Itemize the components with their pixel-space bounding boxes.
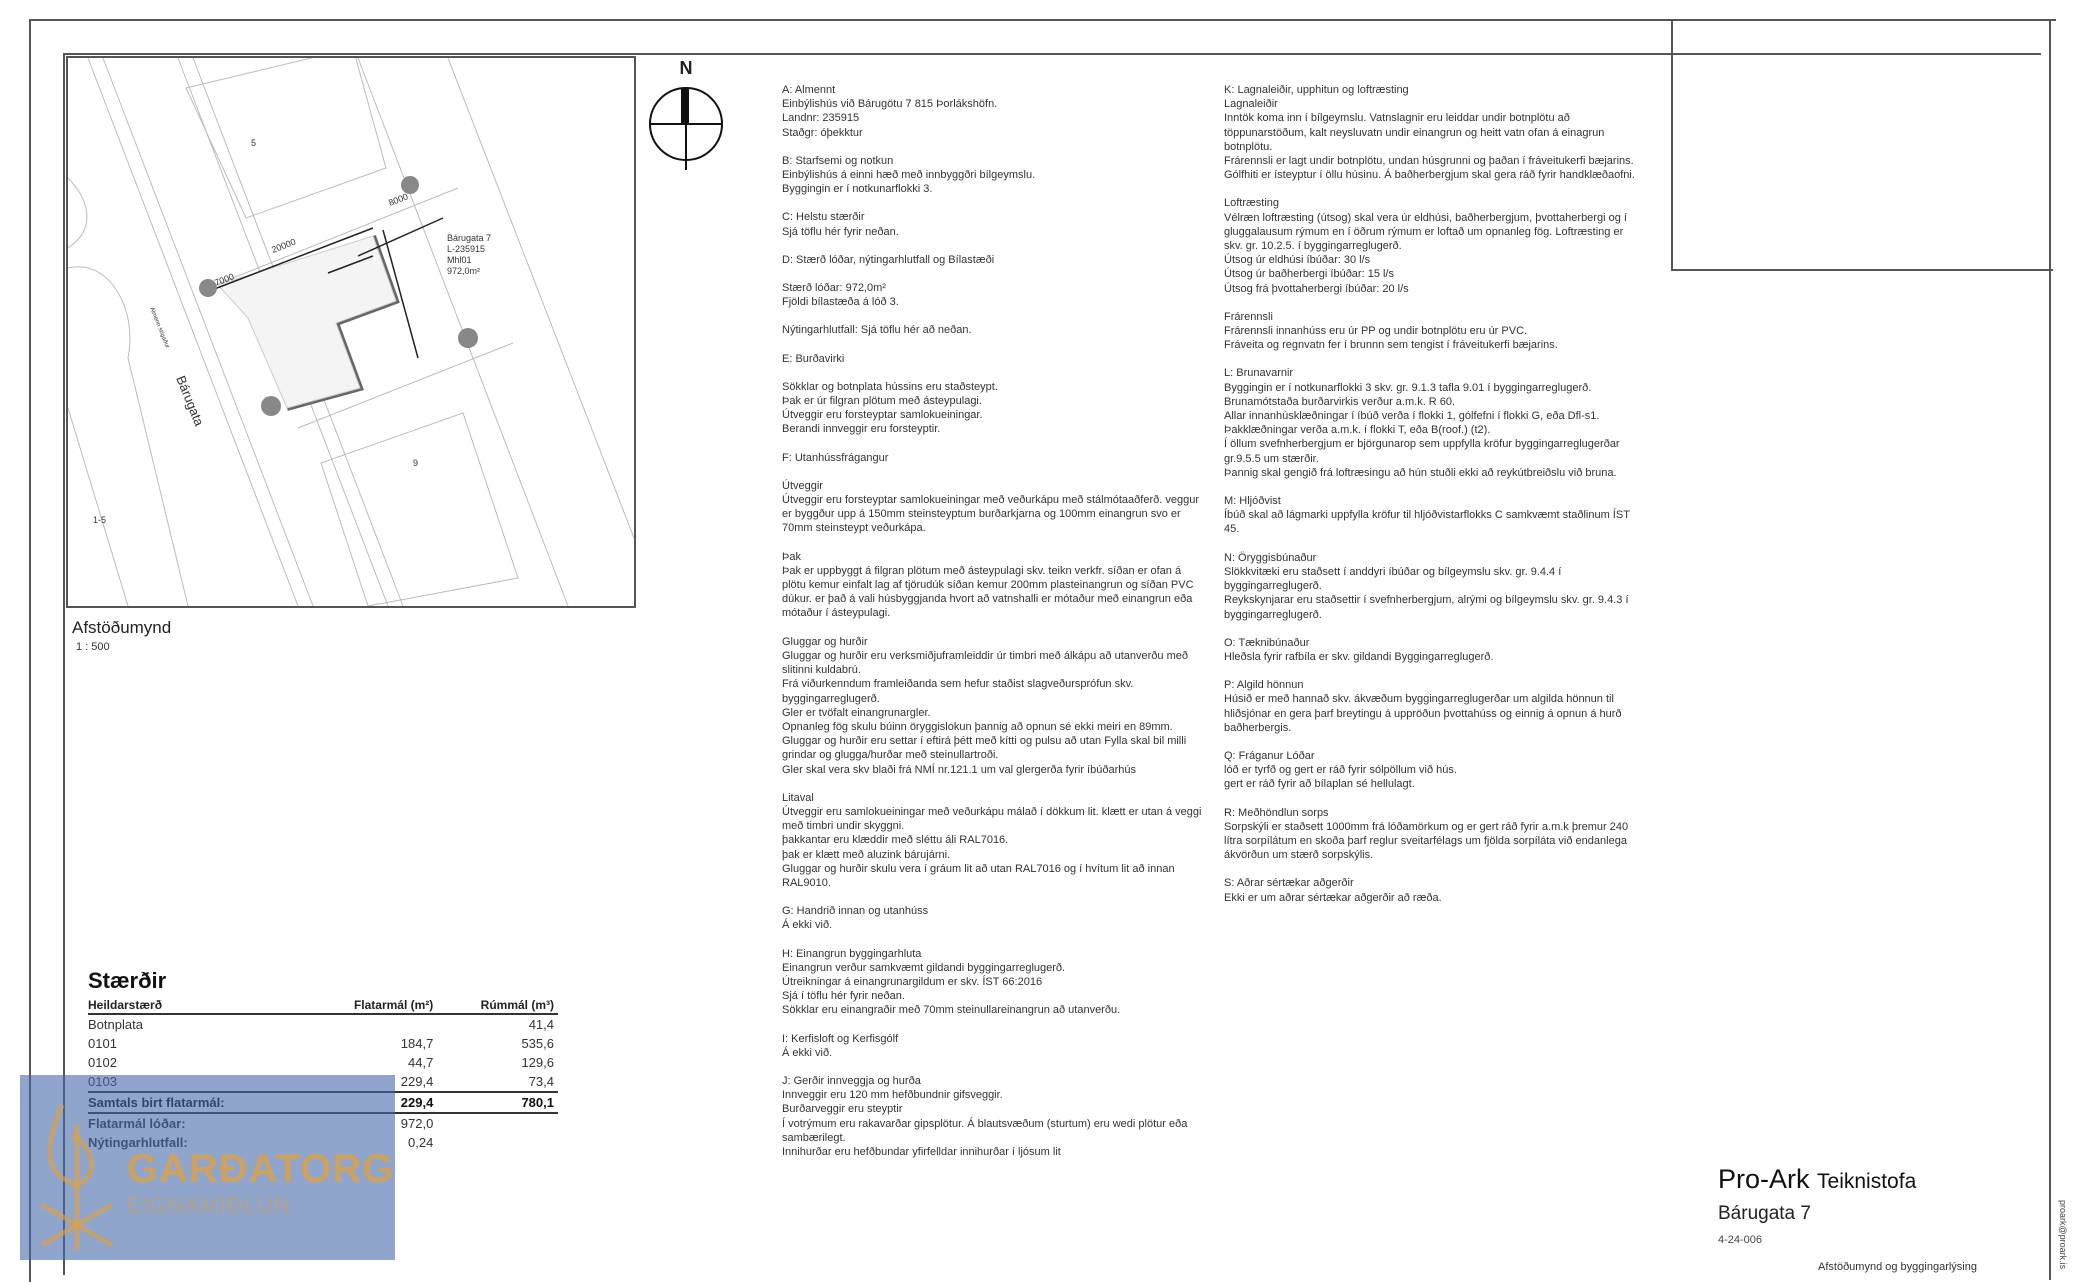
watermark-brand: GARÐATORG: [127, 1147, 395, 1191]
plot-info-address: Bárugata 7: [447, 233, 492, 243]
cell: 972,0: [400, 1116, 434, 1131]
spec-section-heading: P: Algild hönnun: [1224, 679, 1304, 692]
table-row: [88, 1053, 558, 1072]
spec-section-heading: I: Kerfisloft og Kerfisgólf: [782, 1032, 899, 1045]
spec-section-heading: Litaval: [782, 791, 814, 804]
spec-line: Gluggar og hurðir eru settar í eftirá þétt með kítti og pulsu að utan Fylla skal bil milli grindar og glugga/hurðar með steinullartroði.: [782, 735, 1187, 762]
spec-section-heading: G: Handrið innan og utanhúss: [782, 905, 929, 918]
description-column-1: [782, 83, 1202, 1173]
spec-line: Sorpskýli er staðsett 1000mm frá lóðamörkum og er gert ráð fyrir a.m.k þremur 240 lítra sorpílátum en skoða þarf reglur sveitarfélags um fjölda sorpíláta við endanlega ákvörðun um stærð sorpskýlis.: [1224, 820, 1629, 862]
spec-section: [782, 323, 1202, 337]
site-plan-drawing: [68, 58, 634, 606]
col-header-volume: Rúmmál (m³): [437, 998, 558, 1014]
description-column-2: [1224, 83, 1644, 919]
spec-line: Útsog úr baðherbergi íbúðar: 15 l/s: [1224, 268, 1394, 281]
cell: 129,6: [521, 1055, 554, 1070]
spec-section-heading: K: Lagnaleiðir, upphitun og loftræsting: [1224, 84, 1409, 96]
spec-line: Húsið er með hannað skv. ákvæðum byggingarreglugerðar um algilda hönnun til hliðsjónar en gera þarf breytingu á uppröðun þvottahúss og einnig á opnun á hurð baðherbergis.: [1224, 693, 1622, 734]
spec-section-heading: Stærð lóðar: 972,0m²: [782, 282, 886, 295]
spec-line: Einangrun verður samkvæmt gildandi byggingarreglugerð.: [782, 961, 1066, 974]
spec-line: Útsog úr eldhúsi íbúðar: 30 l/s: [1224, 254, 1371, 267]
spec-line: þak er klætt með aluzink bárujárni.: [782, 848, 951, 861]
spec-section-heading: O: Tæknibúnaður: [1224, 636, 1310, 649]
north-arrow: [646, 58, 732, 178]
spec-section: [782, 550, 1202, 621]
spec-section: [782, 947, 1202, 1018]
spec-line: Útveggir eru forsteyptar samlokueiningar með veðurkápu með stálmótaaðferð. veggur er byggður upp á 150mm steinsteyptum burðarkjarna og 100mm einangrun svo er 70mm steinsteypt veðurkápa.: [782, 494, 1199, 535]
spec-section: [782, 791, 1202, 890]
plot-info-land-number: L-235915: [447, 244, 486, 254]
spec-section-heading: E: Burðavirki: [782, 352, 845, 365]
site-plan-map: [66, 56, 636, 608]
spec-section-heading: J: Gerðir innveggja og hurða: [782, 1074, 921, 1087]
spec-section-heading: S: Aðrar sértækar aðgerðir: [1224, 877, 1354, 890]
cell: 0101: [88, 1036, 117, 1051]
spec-line: Útsog frá þvottaherbergi íbúðar: 20 l/s: [1224, 282, 1409, 295]
spec-section-heading: M: Hljóðvist: [1224, 495, 1281, 508]
cell: [437, 1133, 558, 1152]
spec-line: Landnr: 235915: [782, 112, 860, 125]
spec-line: Þak er uppbyggt á filgran plötum með ásteypulagi skv. teikn verkfr. síðan er ofan á plötu kemur einfalt lag af tjörudúk síðan kemur 200mm plasteinangrun og síðan PVC dúkur. er það á vali húsbyggjanda hvort að vatnshalli er mótaður með einangrun eða mótaður í ásteypulagi.: [782, 564, 1194, 620]
spec-line: Sjá töflu hér fyrir neðan.: [782, 225, 899, 238]
spec-section-heading: N: Öryggisbúnaður: [1224, 551, 1317, 564]
col-header-total-size: Heildarstærð: [88, 998, 307, 1014]
spec-line: Útveggir eru samlokueiningar með veðurkápu málað í dökkum lit. klætt er utan á veggi með timbri undir skyggni.: [782, 805, 1202, 833]
spec-line: Frárennsli innanhúss eru úr PP og undir botnplötu eru úr PVC.: [1224, 325, 1528, 338]
spec-section-heading: A: Almennt: [782, 84, 836, 96]
spec-section-heading: Q: Fráganur Lóðar: [1224, 749, 1315, 762]
site-plan-scale: 1 : 500: [76, 641, 110, 653]
watermark-subtitle: EIGNAMIÐLUN: [127, 1193, 291, 1218]
spec-section-heading: H: Einangrun byggingarhluta: [782, 947, 922, 960]
spec-section-heading: Sökklar og botnplata hússins eru staðsteypt.: [782, 380, 998, 393]
spec-line: Lagnaleiðir: [1224, 98, 1278, 111]
spec-section-heading: D: Stærð lóðar, nýtingarhlutfall og Bílastæði: [782, 253, 995, 266]
north-arrow-icon: [646, 80, 726, 180]
spec-section-heading: Útveggir: [782, 479, 823, 492]
size-table-title: Stærðir: [88, 968, 167, 993]
spec-section: [782, 154, 1202, 197]
spec-line: Vélræn loftræsting (útsog) skal vera úr eldhúsi, baðherbergjum, þvottaherbergi og í gluggalausum rýmum en í öðrum rýmum er loftað um opnanleg fög. Loftræsting er skv. gr. 10.2.5. í byggingarreglugerð.: [1224, 211, 1627, 253]
spec-line: Íbúð skal að lágmarki uppfylla kröfur til hljóðvistarflokks C samkvæmt staðlinum ÍST 45.: [1224, 509, 1630, 536]
spec-line: Þak er úr filgran plötum með ásteypulagi.: [782, 395, 982, 408]
spec-line: Innihurðar eru hefðbundar yfirfelldar innihurðar í ljósum lit: [782, 1145, 1061, 1158]
spec-section: [782, 479, 1202, 536]
spec-section: [782, 1074, 1202, 1159]
spec-section-heading: L: Brunavarnir: [1224, 367, 1294, 380]
spec-section: [1224, 310, 1644, 353]
spec-line: Ekki er um aðrar sértækar aðgerðir að ræða.: [1224, 891, 1442, 904]
table-row: [88, 1034, 558, 1053]
spec-line: lóð er tyrfð og gert er ráð fyrir sólpöllum við hús.: [1224, 764, 1457, 777]
spec-line: Berandi innveggir eru forsteyptir.: [782, 423, 941, 436]
project-number: 4-24-006: [1718, 1234, 1763, 1246]
street-label: Bárugata: [173, 373, 207, 429]
company-name-sub: Teiknistofa: [1817, 1170, 1917, 1193]
spec-section: [1224, 806, 1644, 863]
project-name: Bárugata 7: [1718, 1203, 1811, 1224]
spec-section: [1224, 196, 1644, 295]
spec-line: Hleðsla fyrir rafbíla er skv. gildandi Byggingarreglugerð.: [1224, 650, 1494, 663]
spec-line: Frárennsli er lagt undir botnplötu, undan húsgrunni og þaðan í fráveitukerfi bæjarins.: [1224, 155, 1634, 168]
spec-section-heading: Þak: [782, 550, 801, 563]
spec-line: Fráveita og regnvatn fer í brunnn sem tengist í fráveitukerfi bæjarins.: [1224, 339, 1558, 352]
cell: 229,4: [307, 1092, 437, 1113]
company-email: proark@proark.is: [2058, 1200, 2068, 1270]
cell: 184,7: [400, 1036, 434, 1051]
cell: 780,1: [437, 1092, 558, 1113]
spec-line: Allar innanhúsklæðningar í íbúð verða í flokki 1, gólfefni í flokki G, eða Dfl-s1. Þakklæðningar verða a.m.k. í flokki T, eða B(roof.) (t2).: [1224, 410, 1600, 437]
spec-section: [1224, 494, 1644, 537]
spec-line: Byggingin er í notkunarflokki 3 skv. gr. 9.1.3 tafla 9.01 í byggingarreglugerð.: [1224, 381, 1592, 394]
cell: 0,24: [408, 1135, 434, 1150]
spec-section-heading: Loftræsting: [1224, 197, 1280, 210]
spec-section: [782, 451, 1202, 465]
spec-line: Útreikningar á einangrunargildum er skv. ÍST 66:2016: [782, 975, 1043, 988]
watermark-overlay: [20, 1075, 395, 1260]
sheet-name: Afstöðumynd og byggingarlýsing: [1818, 1261, 1977, 1273]
company-name-main: Pro-Ark: [1718, 1164, 1810, 1194]
spec-section: [1224, 551, 1644, 622]
spec-line: Sökklar eru einangraðir með 70mm steinullareinangrun að utanverðu.: [782, 1004, 1121, 1017]
dimension-label: 7000: [213, 271, 236, 288]
spec-line: Útveggir eru forsteyptar samlokueiningar.: [782, 409, 983, 422]
spec-section: [1224, 876, 1644, 904]
spec-section: [782, 352, 1202, 366]
plot-info-mhl: Mhl01: [447, 255, 472, 265]
cell: [437, 1113, 558, 1133]
spec-section: [782, 380, 1202, 437]
spec-line: Frá viðurkenndum framleiðanda sem hefur staðist slagveðursprófun skv. byggingarreglugerð.: [782, 678, 1134, 705]
plot-label-9: 9: [413, 458, 419, 468]
spec-section: [1224, 678, 1644, 735]
cell: 41,4: [528, 1017, 554, 1032]
cell: 229,4: [400, 1074, 434, 1089]
site-plan-caption: Afstöðumynd: [72, 618, 172, 637]
spec-line: Gler skal vera skv blaði frá NMÍ nr.121.1 um val glergerða fyrir íbúðarhús: [782, 763, 1136, 776]
spec-line: Byggingin er í notkunarflokki 3.: [782, 183, 933, 196]
spec-line: gert er ráð fyrir að bílaplan sé hellulagt.: [1224, 778, 1415, 791]
spec-section: [782, 1032, 1202, 1060]
spec-line: Í öllum svefnherbergjum er björgunarop sem uppfylla kröfur byggingarreglugerðar gr.9.5.5 um stærðir.: [1224, 438, 1620, 465]
spec-line: Á ekki við.: [782, 919, 833, 932]
spec-line: Þannig skal gengið frá loftræsingu að hún stuðli ekki að reykútbreiðslu við bruna.: [1224, 466, 1617, 479]
cell: 0102: [88, 1055, 117, 1070]
spec-line: Reykskynjarar eru staðsettir í svefnherbergjum, alrými og bílgeymslu skv. gr. 9.4.3 í byggingarreglugerð.: [1224, 594, 1629, 621]
spec-line: Einbýlishús á einni hæð með innbyggðri bílgeymslu.: [782, 169, 1036, 182]
spec-line: þakkantar eru klæddir með sléttu áli RAL7016.: [782, 834, 1009, 847]
spec-section-heading: B: Starfsemi og notkun: [782, 154, 894, 167]
cell: 535,6: [521, 1036, 554, 1051]
spec-section: [782, 904, 1202, 932]
spec-line: Staðgr: óþekktur: [782, 126, 863, 139]
table-row: [88, 1014, 558, 1034]
spec-section-heading: F: Utanhússfrágangur: [782, 451, 889, 464]
cell: 44,7: [408, 1055, 434, 1070]
spec-section: [1224, 636, 1644, 664]
spec-line: Gólfhiti er ísteyptur í öllu húsinu. Á baðherbergjum skal gera ráð fyrir handklæðaofni.: [1224, 169, 1635, 182]
spec-section: [782, 281, 1202, 309]
spec-line: Gluggar og hurðir eru verksmiðjuframleiddir úr timbri með álkápu að utanverðu með slitinni kuldabrú.: [782, 649, 1188, 677]
watermark-logo-icon: [32, 1095, 122, 1255]
spec-section-heading: C: Helstu stærðir: [782, 211, 865, 224]
spec-line: Í votrýmum eru rakavarðar gipsplötur. Á blautsvæðum (sturtum) eru wedi plötur eða sambærilegt.: [782, 1117, 1188, 1144]
dimension-label: 8000: [387, 191, 410, 208]
plot-label-1-5: 1-5: [93, 515, 107, 525]
spec-line: Fjöldi bílastæða á lóð 3.: [782, 296, 899, 309]
cell: 73,4: [528, 1074, 554, 1089]
spec-section-heading: R: Meðhöndlun sorps: [1224, 806, 1329, 819]
north-label: N: [679, 58, 693, 78]
spec-section-heading: Nýtingarhlutfall: Sjá töflu hér að neðan.: [782, 324, 972, 337]
spec-line: Á ekki við.: [782, 1046, 833, 1059]
spec-line: Slökkvitæki eru staðsett í anddyri íbúðar og bílgeymslu skv. gr. 9.4.4 í byggingarreglugerð.: [1224, 565, 1562, 593]
cell: Botnplata: [88, 1017, 143, 1032]
spec-line: Opnanleg fög skulu búinn öryggislokun þannig að opnun sé ekki meiri en 89mm.: [782, 720, 1173, 733]
spec-line: Inntök koma inn í bílgeymslu. Vatnslagnir eru leiddar undir botnplötu að töppunarstöðum, kalt neysluvatn undir einangrun og heitt vatn ofan á einagrun botnplötu.: [1224, 112, 1605, 153]
spec-section: [782, 210, 1202, 238]
spec-section: [1224, 749, 1644, 792]
spec-section-heading: Gluggar og hurðir: [782, 635, 868, 648]
cell: [307, 1014, 437, 1034]
spec-line: Gluggar og hurðir skulu vera í gráum lit að utan RAL7016 og í hvítum lit að innan RAL9010.: [782, 862, 1175, 889]
plot-info-area: 972,0m²: [447, 266, 481, 276]
spec-section: [782, 83, 1202, 140]
spec-line: Einbýlishús við Bárugötu 7 815 Þorlákshöfn.: [782, 98, 998, 111]
spec-section: [1224, 83, 1644, 182]
plot-label-5: 5: [251, 138, 257, 148]
street-sub-label: Almenn stígaður: [148, 306, 171, 350]
spec-section: [1224, 366, 1644, 480]
spec-line: Gler er tvöfalt einangrunargler.: [782, 706, 931, 719]
col-header-area: Flatarmál (m²): [307, 998, 437, 1014]
spec-section: [782, 635, 1202, 777]
dimension-label: 20000: [270, 236, 298, 255]
spec-line: Sjá í töflu hér fyrir neðan.: [782, 990, 905, 1003]
company-name: [1718, 1164, 1916, 1195]
spec-line: Burðarveggir eru steyptir: [782, 1103, 903, 1116]
spec-line: Innveggir eru 120 mm hefðbundnir gifsveggir.: [782, 1089, 1003, 1102]
spec-section-heading: Frárennsli: [1224, 310, 1273, 323]
spec-section: [782, 253, 1202, 267]
spec-line: Brunamótstaða burðarvirkis verður a.m.k. R 60.: [1224, 395, 1456, 408]
